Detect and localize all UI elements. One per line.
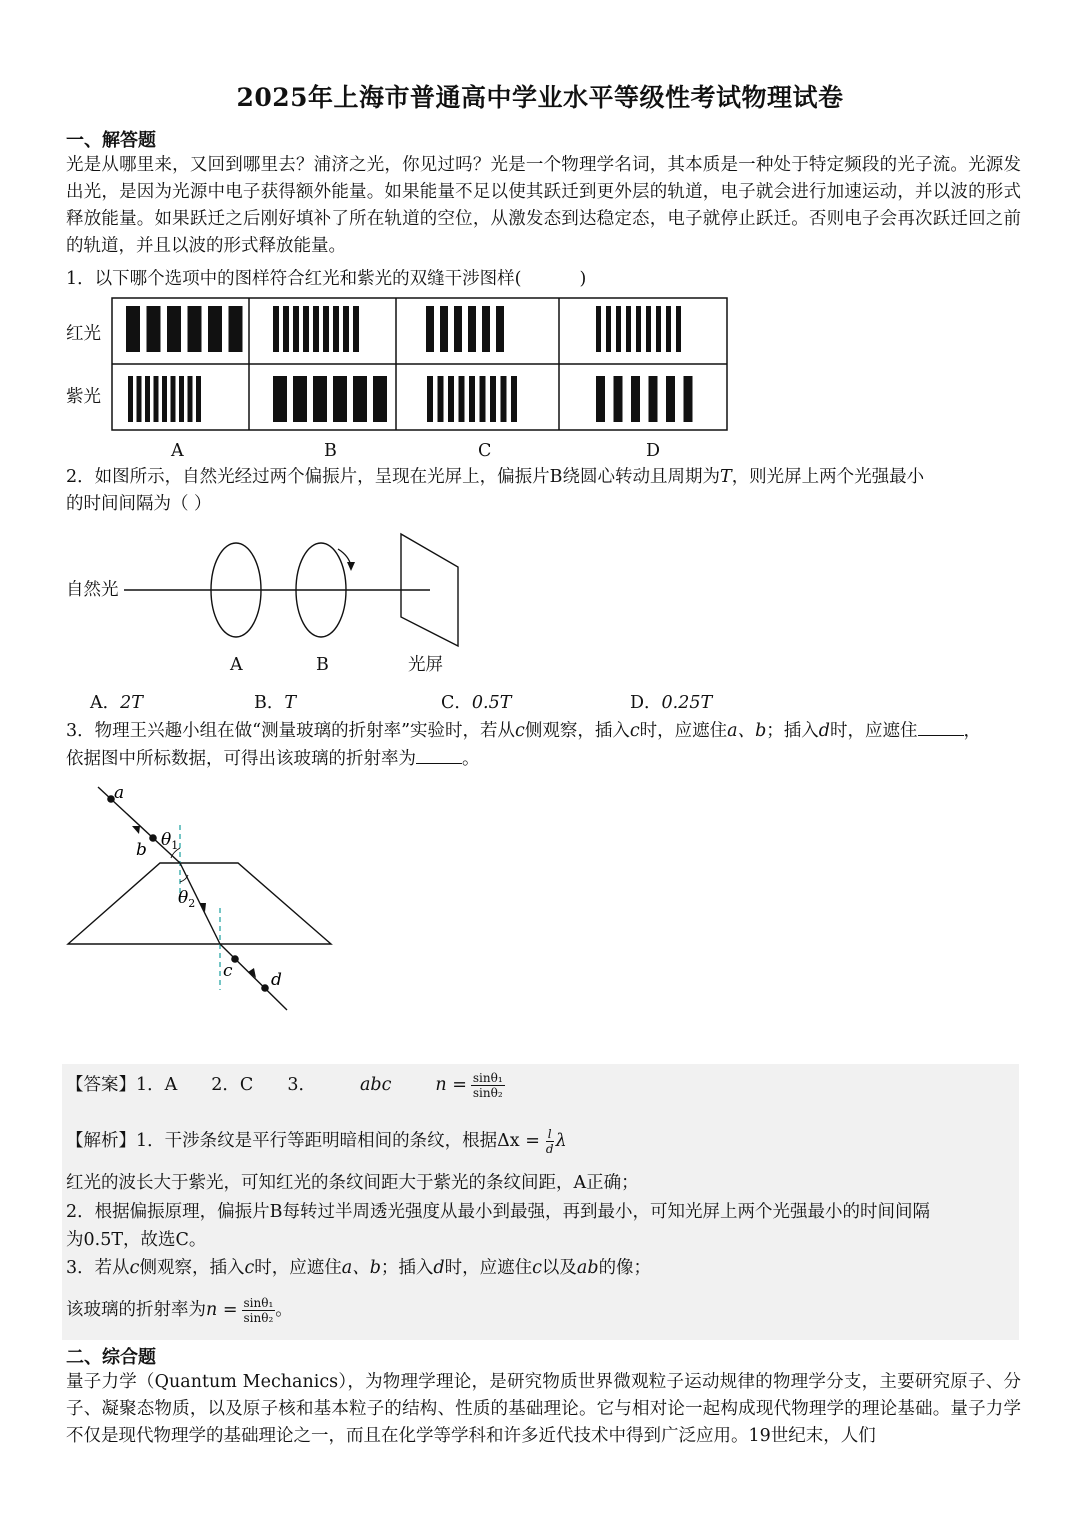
answer-label: 【答案】 [66, 1075, 136, 1095]
q1-option-a: A [171, 441, 184, 461]
analysis-line3: 2．根据偏振原理，偏振片B每转过半周透光强度从最小到最强，再到最小，可知光屏上两个光强最小的时间间隔 [66, 1202, 930, 1222]
q2-choice-value: 0.5T [471, 693, 512, 713]
q1-row-label-red: 红光 [66, 324, 101, 344]
analysis-var: c [244, 1258, 255, 1278]
q2-choice-letter: D． [630, 693, 662, 713]
q2-label-screen: 光屏 [408, 655, 443, 675]
q1-stem-close: ) [579, 269, 587, 289]
q1-stem-text: 1．以下哪个选项中的图样符合红光和紫光的双缝干涉图样( [66, 269, 522, 289]
answer-1: 1．A [136, 1075, 178, 1095]
analysis-line1 [66, 1127, 567, 1156]
analysis-text: 侧观察，插入 [139, 1258, 245, 1278]
section-1-intro: 光是从哪里来，又回到哪里去？浦济之光，你见过吗？光是一个物理学名词，其本质是一种处于特定频段的光子流。光源发出光，是因为光源中电子获得额外能量。如果能量不足以使其跃迁到更外层的轨道，电子就会进行加速运动，并以波的形式释放能量。如果跃迁之后刚好填补了所在轨道的空位，从激发态到达稳定态，电子就停止跃迁。否则电子会再次跃迁回之前的轨道，并且以波的形式释放能量。 [66, 155, 1021, 256]
answer-3-abc: abc [359, 1075, 392, 1095]
q3-label-d: d [271, 970, 282, 990]
q3-pin-b [149, 834, 157, 842]
q1-option-b: B [324, 441, 337, 461]
answer-3: 3． [287, 1075, 316, 1095]
analysis-text: 1．干涉条纹是平行等距明暗相间的条纹，根据Δx = [136, 1131, 540, 1151]
q3-var-c: c [629, 721, 640, 741]
analysis-frac-den: d [545, 1142, 554, 1156]
q1-option-d: D [646, 441, 661, 461]
section-2-heading: 二、综合题 [66, 1347, 156, 1368]
q2-label-a: A [230, 655, 243, 675]
analysis-var: c [532, 1258, 542, 1278]
analysis-frac-den: sinθ₂ [243, 1311, 274, 1325]
page-title: 2025年上海市普通高中学业水平等级性考试物理试卷 [236, 83, 844, 112]
analysis-line5 [66, 1255, 651, 1282]
q2-stem-text: 2．如图所示，自然光经过两个偏振片，呈现在光屏上，偏振片B绕圆心转动且周期为 [66, 467, 720, 487]
answer-line [66, 1071, 505, 1100]
analysis-n: n = [206, 1300, 238, 1320]
analysis-label: 【解析】 [66, 1131, 136, 1151]
q3-var-c: c [515, 721, 525, 741]
q1-option-c: C [478, 441, 492, 461]
q3-label-b: b [136, 840, 147, 860]
analysis-frac-num: sinθ₁ [243, 1296, 274, 1310]
analysis-text: 时，应遮住 [444, 1258, 533, 1278]
q3-label-a: a [114, 783, 125, 803]
analysis-var: d [433, 1258, 445, 1278]
analysis-var: ab [576, 1258, 599, 1278]
q3-ray-arrow-icon [132, 826, 140, 834]
q3-label-theta2: $\theta_2$ [178, 888, 196, 910]
section-1-heading: 一、解答题 [66, 130, 156, 151]
q3-label-theta1: $\theta_1$ [161, 830, 179, 852]
answer-3-fraction [471, 1071, 505, 1100]
q2-choice-value: 0.25T [661, 693, 713, 713]
answer-3-n: n = [435, 1075, 467, 1095]
q2-label-b: B [316, 655, 329, 675]
analysis-line4: 为0.5T，故选C。 [66, 1230, 207, 1250]
q3-text: 。 [462, 749, 480, 769]
q1-row-label-violet: 紫光 [66, 387, 101, 407]
answer-frac-num: sinθ₁ [472, 1071, 503, 1085]
q2-choice-letter: A． [90, 693, 121, 713]
answer-frac-den: sinθ₂ [472, 1086, 503, 1100]
q2-choice-letter: B． [254, 693, 285, 713]
q3-var-ab: a、b [727, 721, 767, 741]
q3-text: ， [963, 721, 981, 741]
q3-pin-d [261, 984, 269, 992]
q2-label-source: 自然光 [66, 580, 119, 600]
q3-text: 侧观察，插入 [524, 721, 630, 741]
q3-text: 时，应遮住 [639, 721, 728, 741]
analysis-fraction-2 [242, 1296, 276, 1325]
q2-choice-letter: C． [441, 693, 472, 713]
q3-text: 3．物理王兴趣小组在做“测量玻璃的折射率”实验时，若从 [66, 721, 516, 741]
q2-choice-value: 2T [120, 693, 143, 713]
analysis-line2: 红光的波长大于紫光，可知红光的条纹间距大于紫光的条纹间距，A正确； [66, 1173, 639, 1193]
analysis-line6 [66, 1296, 293, 1325]
q2-stem-line2: 的时间间隔为（ ） [66, 494, 212, 514]
q2-stem-period: T [720, 467, 732, 487]
analysis-text: 3．若从 [66, 1258, 130, 1278]
q3-text: ；插入 [766, 721, 819, 741]
analysis-text: ；插入 [380, 1258, 434, 1278]
q3-var-d: d [818, 721, 830, 741]
analysis-var: c [129, 1258, 140, 1278]
analysis-text: 以及 [541, 1258, 577, 1278]
analysis-var: a、b [341, 1258, 381, 1278]
q2-choice-value: T [284, 693, 297, 713]
analysis-lambda: λ [555, 1131, 567, 1151]
analysis-fraction [544, 1127, 556, 1156]
analysis-text: 的像； [598, 1258, 652, 1278]
analysis-text: 时，应遮住 [254, 1258, 342, 1278]
q3-label-c: c [223, 961, 233, 981]
analysis-frac-num: l [547, 1127, 552, 1141]
analysis-text: 该玻璃的折射率为 [66, 1300, 206, 1320]
answer-2: 2．C [211, 1075, 254, 1095]
q3-text: 时，应遮住 [830, 721, 918, 741]
q2-stem-text-2: ，则光屏上两个光强最小 [731, 467, 925, 487]
section-2-text: 量子力学（Quantum Mechanics），为物理学理论，是研究物质世界微观粒子运动规律的物理学分支，主要研究原子、分子、凝聚态物质，以及原子核和基本粒子的结构、性质的基础理论。它与相对论一起构成现代物理学的理论基础。量子力学不仅是现代物理学的基础理论之一，而且在化学等学科和许多近代技术中得到广泛应用。19世纪末，人们 [66, 1372, 1021, 1446]
q3-text: 依据图中所标数据，可得出该玻璃的折射率为 [66, 749, 416, 769]
analysis-text: 。 [275, 1300, 293, 1320]
